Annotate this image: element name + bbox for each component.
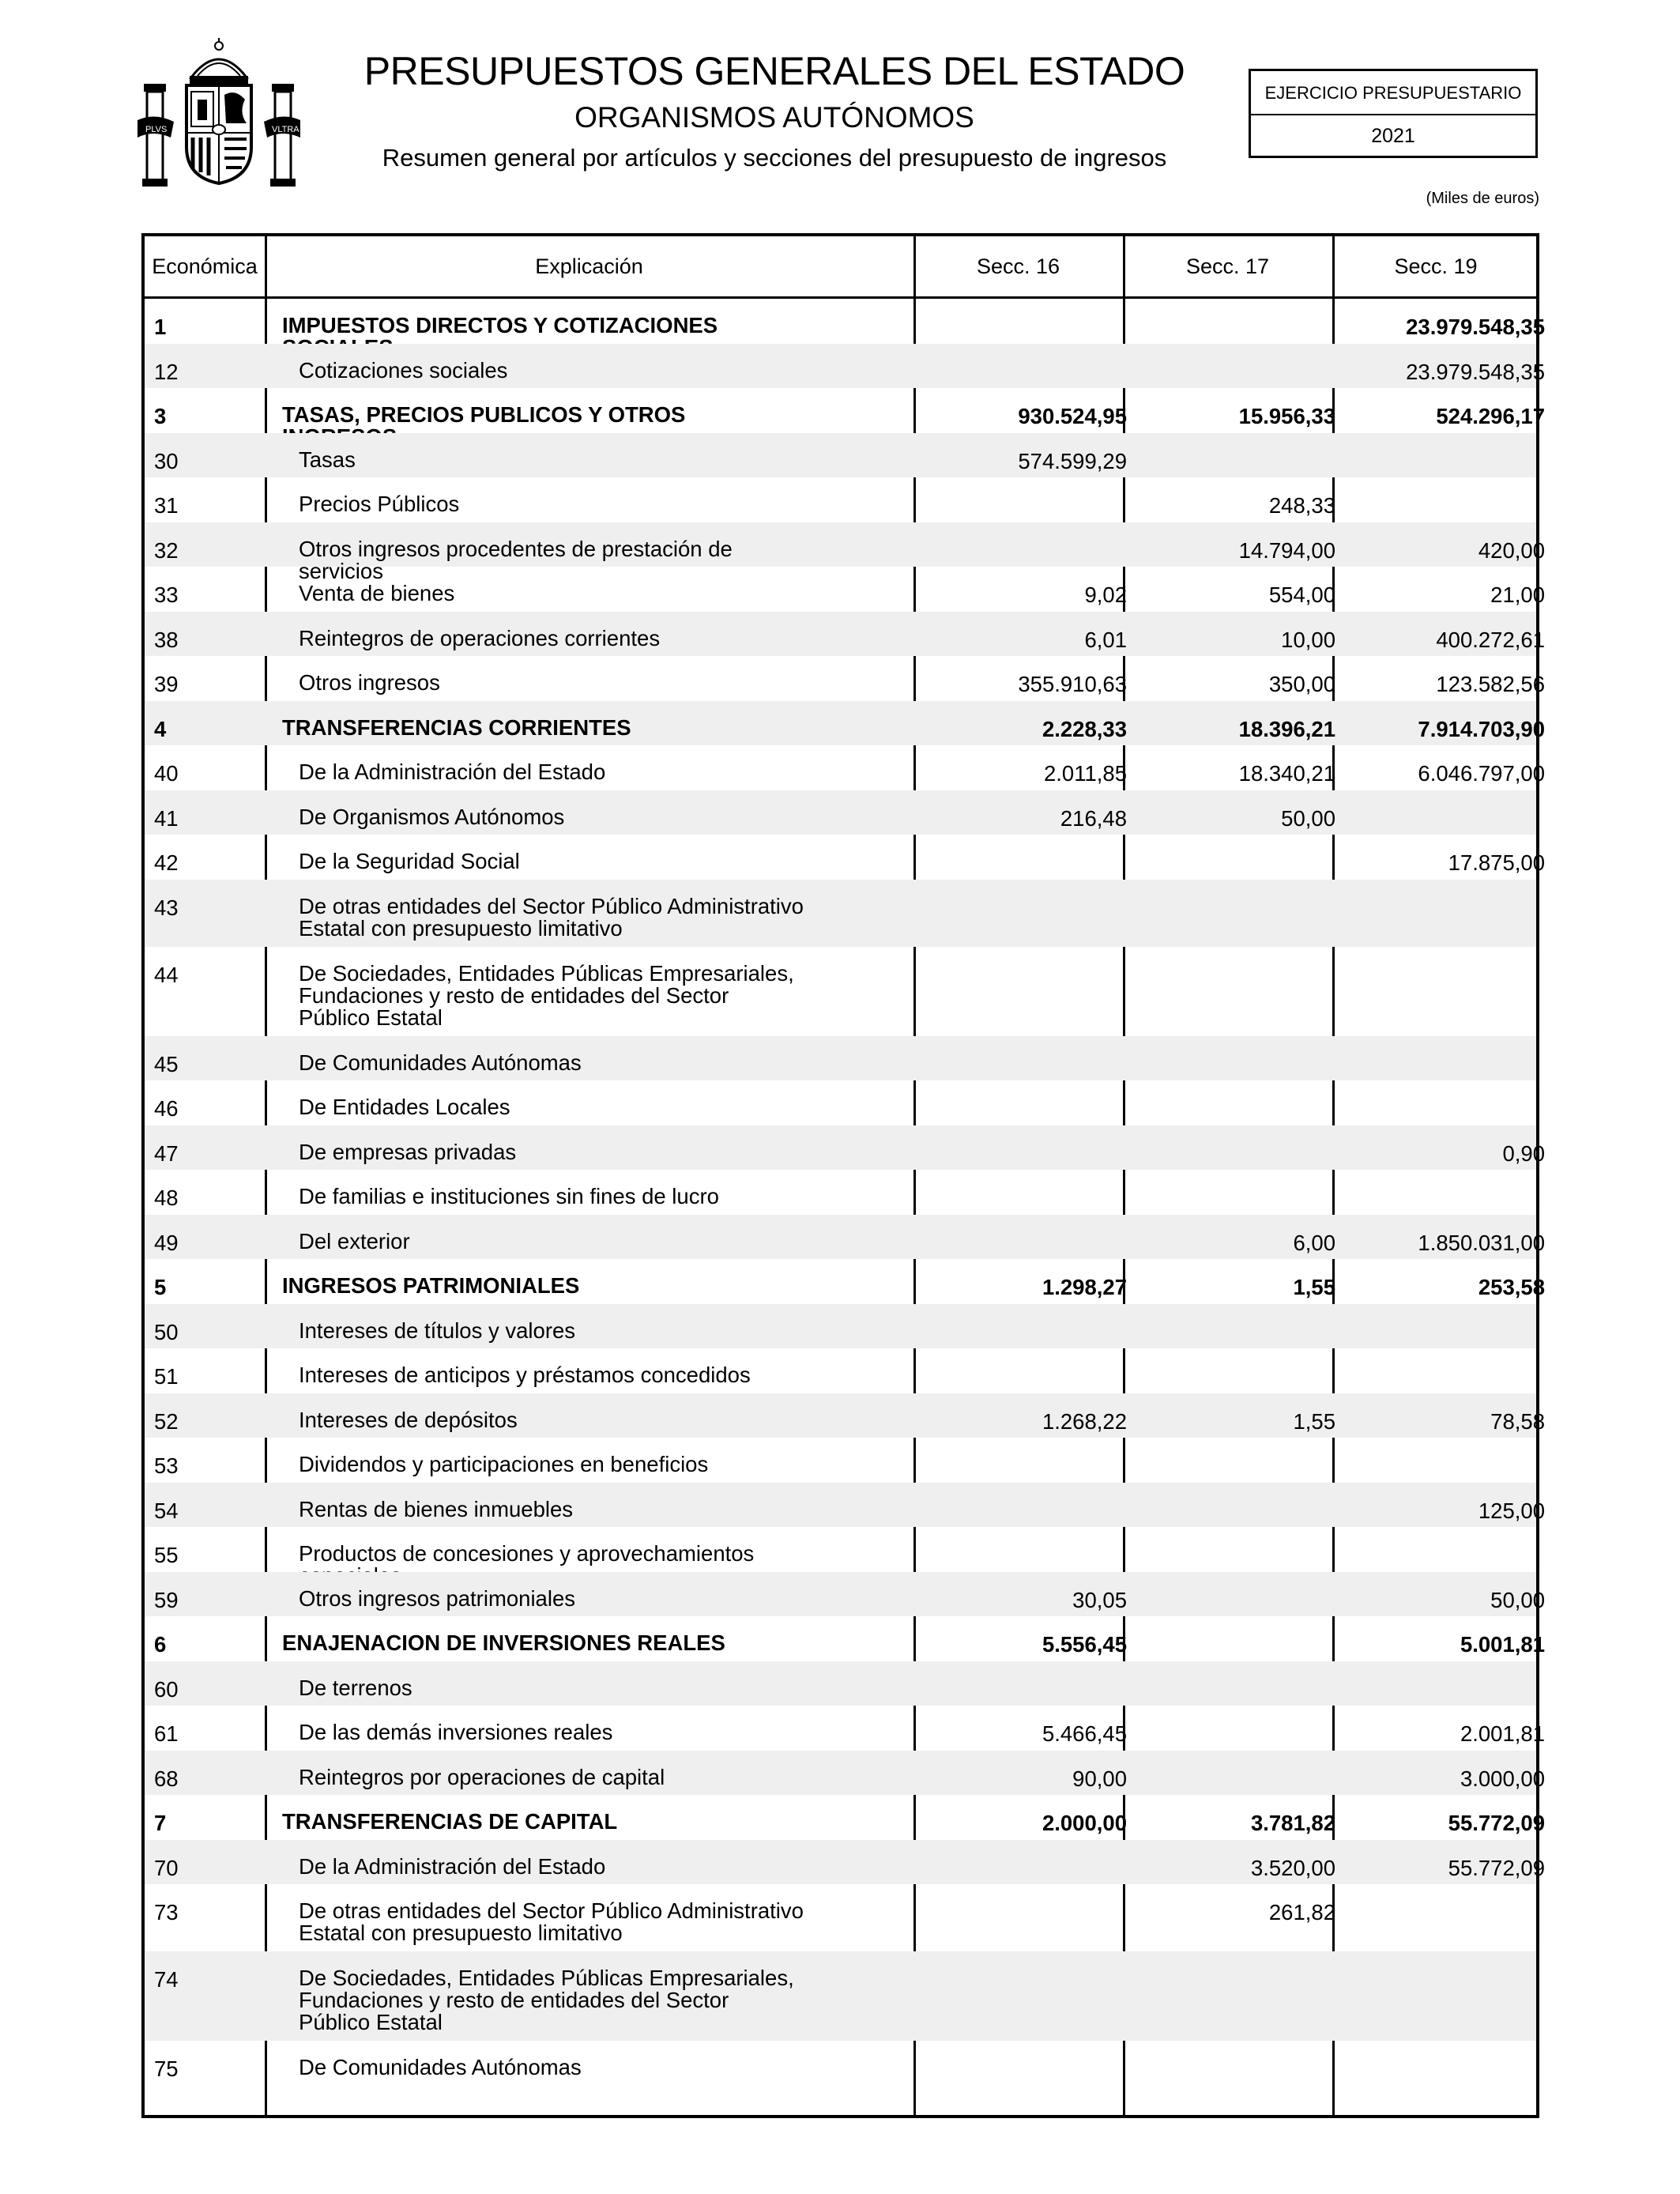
table-row [145, 1438, 1536, 1483]
row-description: De empresas privadas [299, 1139, 517, 1164]
row-value-secc-19: 524.296,17 [1436, 404, 1545, 428]
row-value-secc-19: 78,58 [1490, 1408, 1545, 1434]
table-row [145, 567, 1545, 612]
row-value-secc-17: 15.956,33 [1238, 404, 1335, 428]
row-code: 75 [154, 2056, 179, 2081]
row-description: De otras entidades del Sector Público Administrativo Estatal con presupuesto limitativo [299, 893, 804, 941]
row-value-secc-17: 3.520,00 [1250, 1855, 1335, 1880]
row-description: Dividendos y participaciones en beneficios [299, 1452, 709, 1476]
table-row [145, 433, 1536, 478]
row-description: TASAS, PRECIOS PUBLICOS Y OTROS [282, 402, 686, 427]
row-code: 30 [154, 448, 179, 473]
table-row [145, 1036, 1536, 1081]
row-value-secc-16: 1.268,22 [1042, 1408, 1127, 1434]
column-header-secc-17: Secc. 17 [1185, 254, 1270, 278]
row-value-secc-16: 90,00 [1072, 1766, 1127, 1791]
row-value-secc-16: 2.228,33 [1042, 716, 1127, 741]
row-code: 52 [154, 1408, 179, 1434]
coat-of-arms-logo [136, 36, 302, 193]
row-code: 7 [154, 1811, 167, 1835]
row-description: Otros ingresos [299, 670, 440, 695]
row-code: 46 [154, 1096, 179, 1121]
row-code: 53 [154, 1453, 179, 1478]
table-row [145, 2041, 1536, 2086]
column-header-economica: Económica [152, 254, 258, 278]
row-value-secc-17: 6,00 [1293, 1230, 1335, 1255]
table-row [145, 344, 1545, 389]
table-row [145, 522, 1545, 583]
row-code: 74 [154, 1967, 179, 1992]
row-code: 41 [154, 805, 179, 831]
row-description: Intereses de títulos y valores [299, 1318, 576, 1343]
row-value-secc-17: 1,55 [1293, 1275, 1335, 1299]
row-description: De terrenos [299, 1675, 412, 1700]
table-row [145, 1259, 1545, 1304]
row-code: 5 [154, 1275, 167, 1299]
row-value-secc-19: 7.914.703,90 [1418, 716, 1545, 741]
table-row [145, 612, 1545, 657]
row-description: IMPUESTOS DIRECTOS Y COTIZACIONES [282, 313, 718, 337]
row-value-secc-19: 23.979.548,35 [1406, 315, 1545, 339]
table-row [145, 1616, 1545, 1661]
column-header-secc-19: Secc. 19 [1394, 254, 1478, 278]
row-value-secc-17: 14.794,00 [1238, 537, 1335, 563]
row-description: Cotizaciones sociales [299, 357, 508, 383]
table-row [145, 947, 1536, 1036]
row-code: 59 [154, 1587, 179, 1612]
row-description: De la Administración del Estado [299, 760, 606, 784]
row-value-secc-19: 420,00 [1478, 537, 1545, 563]
page-description: Resumen general por artículos y secciones del presupuesto de ingresos [382, 144, 1167, 172]
table-row [145, 1572, 1545, 1617]
row-description: Del exterior [299, 1228, 410, 1253]
row-description: Otros ingresos patrimoniales [299, 1585, 576, 1611]
row-code: 55 [154, 1543, 179, 1567]
budget-table [141, 233, 1545, 2118]
row-value-secc-19: 17.875,00 [1448, 850, 1545, 875]
row-code: 45 [154, 1051, 179, 1076]
row-code: 44 [154, 962, 179, 987]
row-value-secc-16: 5.466,45 [1042, 1721, 1127, 1746]
table-body [145, 299, 1545, 2086]
row-value-secc-19: 3.000,00 [1460, 1766, 1545, 1791]
table-row [145, 1951, 1536, 2041]
row-description: TRANSFERENCIAS CORRIENTES [282, 714, 631, 740]
table-row [145, 1751, 1545, 1796]
row-code: 49 [154, 1230, 179, 1255]
table-row [145, 835, 1545, 880]
row-description: Reintegros por operaciones de capital [299, 1764, 665, 1789]
table-row [145, 1304, 1536, 1349]
row-value-secc-17: 18.340,21 [1238, 761, 1335, 786]
row-code: 4 [154, 716, 167, 741]
row-description: De Sociedades, Entidades Públicas Empresariales, Fundaciones y resto de entidades del Sector Público Estatal [299, 1966, 794, 2034]
table-row [145, 745, 1545, 790]
row-value-secc-17: 50,00 [1281, 805, 1335, 831]
row-value-secc-17: 261,82 [1268, 1900, 1335, 1924]
row-code: 73 [154, 1900, 179, 1924]
row-code: 12 [154, 359, 179, 384]
row-code: 38 [154, 627, 179, 652]
row-code: 40 [154, 761, 179, 786]
table-row [145, 1125, 1545, 1171]
units-note: (Miles de euros) [1426, 190, 1539, 207]
row-value-secc-16: 2.000,00 [1042, 1811, 1127, 1835]
table-row [145, 1080, 1536, 1125]
row-code: 32 [154, 537, 179, 563]
page-subtitle: ORGANISMOS AUTÓNOMOS [574, 101, 974, 134]
row-description: ENAJENACION DE INVERSIONES REALES [282, 1630, 725, 1655]
table-row [145, 1661, 1536, 1706]
row-description: Precios Públicos [299, 492, 460, 516]
table-row [145, 701, 1545, 746]
row-value-secc-16: 9,02 [1084, 582, 1127, 607]
row-value-secc-19: 400.272,61 [1436, 627, 1545, 652]
row-value-secc-19: 6.046.797,00 [1418, 761, 1545, 786]
row-code: 47 [154, 1140, 179, 1166]
row-description: De las demás inversiones reales [299, 1720, 613, 1744]
row-code: 42 [154, 850, 179, 875]
row-code: 51 [154, 1364, 179, 1389]
row-value-secc-17: 18.396,21 [1238, 716, 1335, 741]
row-value-secc-19: 0,90 [1502, 1140, 1545, 1166]
row-value-secc-19: 23.979.548,35 [1406, 359, 1545, 384]
table-row [145, 880, 1536, 947]
table-row [145, 1527, 1536, 1572]
row-value-secc-17: 3.781,82 [1250, 1811, 1335, 1835]
table-row [145, 790, 1536, 835]
row-value-secc-17: 1,55 [1293, 1408, 1335, 1434]
row-code: 1 [154, 315, 167, 339]
row-value-secc-17: 10,00 [1281, 627, 1335, 652]
ejercicio-label: EJERCICIO PRESUPUESTARIO [1251, 71, 1535, 115]
crest-motto-left: PLVS [145, 125, 168, 134]
row-value-secc-19: 21,00 [1490, 582, 1545, 607]
row-value-secc-17: 554,00 [1268, 582, 1335, 607]
table-row [145, 388, 1545, 433]
row-description: Otros ingresos procedentes de prestación de servicios [299, 536, 733, 583]
row-description: De Entidades Locales [299, 1095, 510, 1119]
row-value-secc-16: 1.298,27 [1042, 1275, 1127, 1299]
table-row [145, 1215, 1545, 1260]
row-code: 68 [154, 1766, 179, 1791]
row-description: Reintegros de operaciones corrientes [299, 625, 661, 650]
row-code: 50 [154, 1319, 179, 1344]
ejercicio-value: 2021 [1371, 125, 1415, 147]
title-block [348, 47, 1201, 174]
row-value-secc-19: 50,00 [1490, 1587, 1545, 1612]
row-value-secc-16: 574.599,29 [1018, 448, 1127, 473]
table-row [145, 1884, 1536, 1951]
row-code: 54 [154, 1498, 179, 1523]
row-code: 43 [154, 895, 179, 920]
row-value-secc-16: 355.910,63 [1018, 672, 1127, 696]
row-code: 70 [154, 1855, 179, 1880]
row-description: Rentas de bienes inmuebles [299, 1496, 574, 1521]
row-description: Productos de concesiones y aprovechamientos [299, 1541, 755, 1566]
row-value-secc-16: 6,01 [1084, 627, 1127, 652]
row-description: De la Administración del Estado [299, 1853, 606, 1879]
row-value-secc-16: 216,48 [1060, 805, 1127, 831]
row-description: Venta de bienes [299, 581, 455, 605]
row-value-secc-19: 55.772,09 [1448, 1811, 1545, 1835]
row-description: De Comunidades Autónomas [299, 2055, 582, 2079]
column-header-explicacion: Explicación [535, 254, 643, 278]
table-row [145, 1795, 1545, 1840]
row-code: 6 [154, 1632, 167, 1657]
table-row [145, 656, 1545, 701]
row-value-secc-16: 5.556,45 [1042, 1632, 1127, 1657]
row-description: De otras entidades del Sector Público Administrativo Estatal con presupuesto limitativo [299, 1898, 804, 1945]
table-row [145, 477, 1536, 522]
row-code: 48 [154, 1186, 179, 1210]
row-code: 3 [154, 404, 167, 428]
row-code: 33 [154, 582, 179, 607]
ejercicio-box [1249, 69, 1538, 158]
row-description: Intereses de depósitos [299, 1407, 518, 1432]
row-code: 31 [154, 493, 179, 518]
table-row [145, 1393, 1545, 1438]
row-description: De Organismos Autónomos [299, 804, 565, 829]
row-value-secc-19: 1.850.031,00 [1418, 1230, 1545, 1255]
table-row [145, 1483, 1545, 1528]
row-code: 60 [154, 1676, 179, 1702]
row-value-secc-17: 248,33 [1268, 493, 1335, 518]
table-row [145, 1348, 1536, 1393]
table-row [145, 1170, 1536, 1215]
row-description: De familias e instituciones sin fines de lucro [299, 1184, 719, 1208]
row-value-secc-16: 30,05 [1072, 1587, 1127, 1612]
row-value-secc-16: 930.524,95 [1018, 404, 1127, 428]
row-description: INGRESOS PATRIMONIALES [282, 1273, 580, 1298]
page-title: PRESUPUESTOS GENERALES DEL ESTADO [363, 49, 1185, 93]
row-description: De Sociedades, Entidades Públicas Empresariales, Fundaciones y resto de entidades del Sector Público Estatal [299, 960, 794, 1030]
row-code: 39 [154, 672, 179, 696]
row-value-secc-19: 253,58 [1478, 1275, 1545, 1299]
table-row [145, 1706, 1545, 1751]
crest-motto-right: VLTRA [272, 125, 299, 134]
row-value-secc-16: 2.011,85 [1043, 761, 1127, 786]
table-row [145, 299, 1545, 344]
row-value-secc-17: 350,00 [1268, 672, 1335, 696]
row-description: Intereses de anticipos y préstamos concedidos [299, 1363, 751, 1387]
table-row [145, 1840, 1545, 1885]
column-header-secc-16: Secc. 16 [976, 254, 1060, 278]
row-value-secc-19: 5.001,81 [1460, 1632, 1545, 1657]
row-value-secc-19: 2.001,81 [1460, 1721, 1545, 1746]
row-code: 61 [154, 1721, 179, 1746]
row-description: De la Seguridad Social [299, 849, 520, 873]
row-value-secc-19: 55.772,09 [1448, 1855, 1545, 1880]
row-value-secc-19: 125,00 [1478, 1498, 1545, 1523]
row-value-secc-19: 123.582,56 [1436, 672, 1545, 696]
row-description: Tasas [299, 447, 356, 472]
row-description: De Comunidades Autónomas [299, 1050, 582, 1075]
row-description: TRANSFERENCIAS DE CAPITAL [282, 1809, 618, 1834]
